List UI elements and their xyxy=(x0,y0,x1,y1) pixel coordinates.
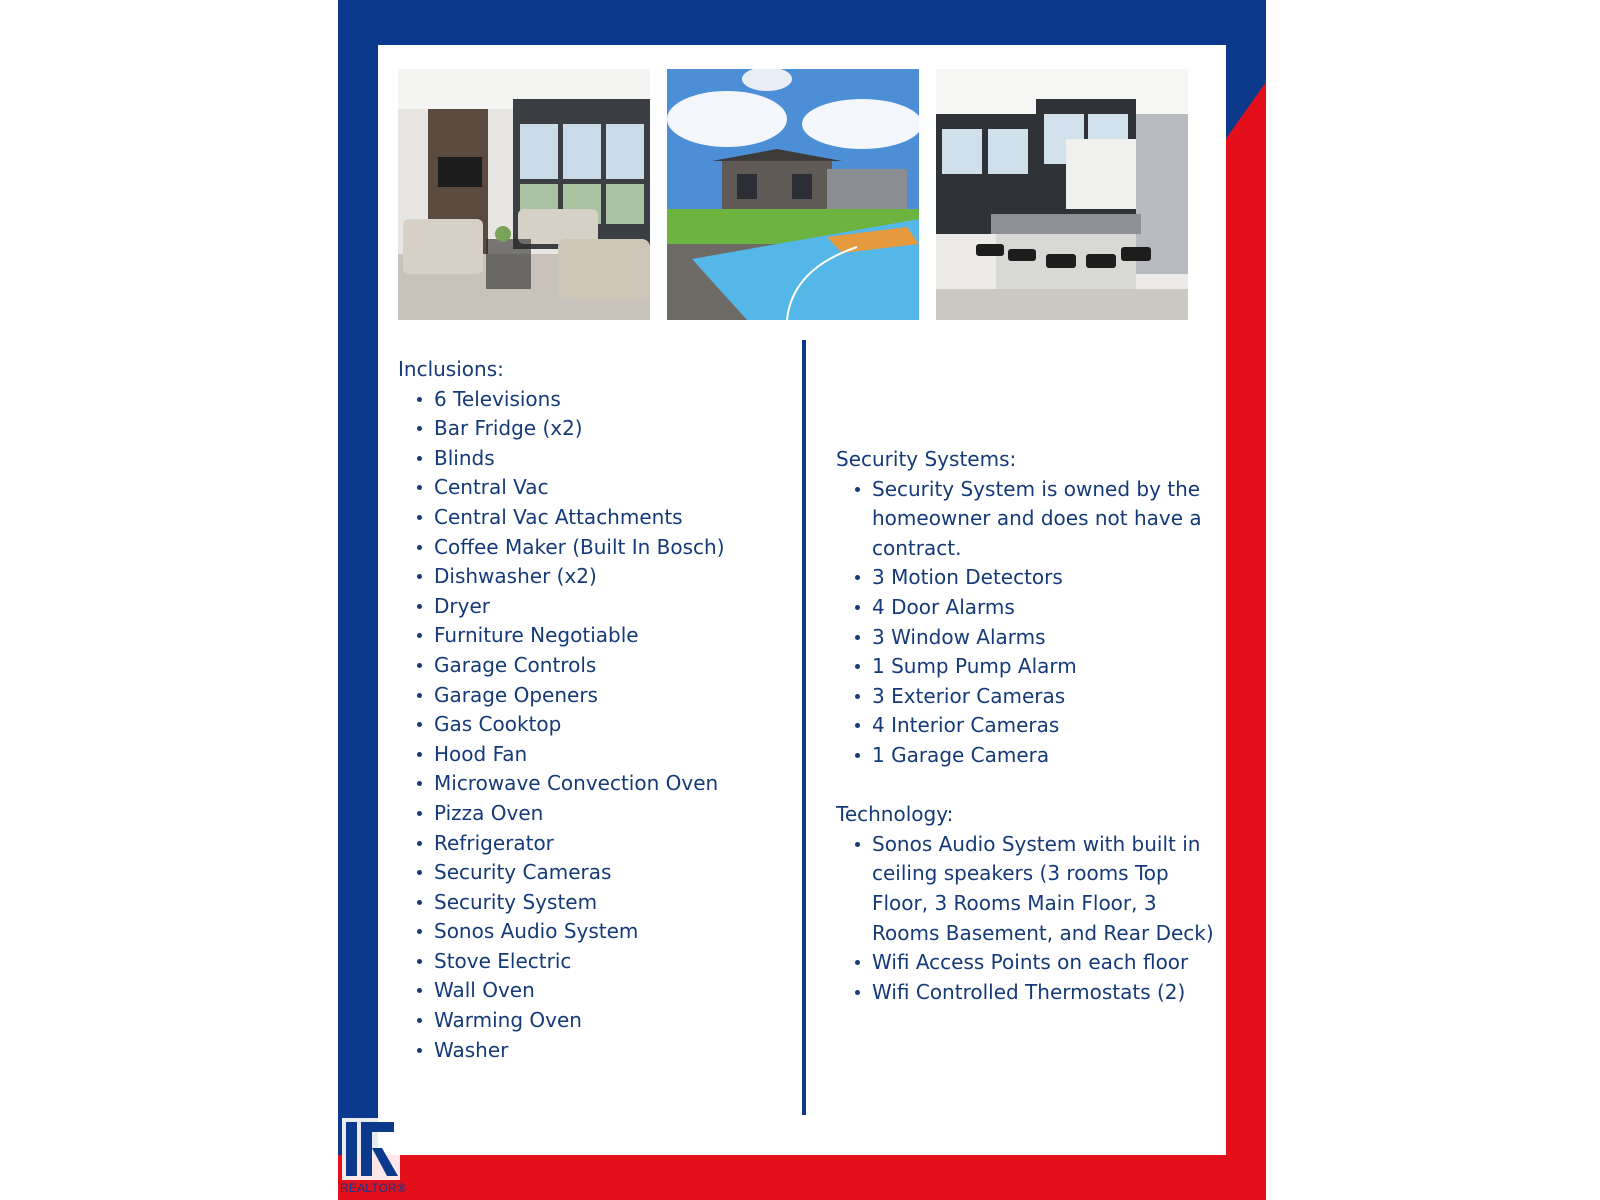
list-item: 6 Televisions xyxy=(434,385,788,415)
photo-backyard-court xyxy=(667,69,919,320)
list-item: Microwave Convection Oven xyxy=(434,769,788,799)
list-item: 3 Motion Detectors xyxy=(872,563,1216,593)
technology-section xyxy=(836,800,1216,1007)
list-item: Dishwasher (x2) xyxy=(434,562,788,592)
list-item: Security Cameras xyxy=(434,858,788,888)
list-item: 1 Sump Pump Alarm xyxy=(872,652,1216,682)
realtor-logo xyxy=(340,1118,407,1200)
inclusions-section xyxy=(398,355,788,1065)
list-item: Wifi Access Points on each floor xyxy=(872,948,1216,978)
list-item: Central Vac xyxy=(434,473,788,503)
realtor-wordmark: REALTOR® xyxy=(340,1181,407,1195)
list-item: Garage Openers xyxy=(434,681,788,711)
list-item: Hood Fan xyxy=(434,740,788,770)
list-item: 4 Interior Cameras xyxy=(872,711,1216,741)
list-item: Security System is owned by the homeowner and does not have a contract. xyxy=(872,475,1216,564)
list-item: 1 Garage Camera xyxy=(872,741,1216,771)
list-item: 3 Window Alarms xyxy=(872,623,1216,653)
list-item: Bar Fridge (x2) xyxy=(434,414,788,444)
inclusions-heading: Inclusions: xyxy=(398,357,504,381)
list-item: Furniture Negotiable xyxy=(434,621,788,651)
list-item: Sonos Audio System with built in ceiling speakers (3 rooms Top Floor, 3 Rooms Main Floor, 3 Rooms Basement, and Rear Deck) xyxy=(872,830,1216,948)
list-item: Coffee Maker (Built In Bosch) xyxy=(434,533,788,563)
list-item: Warming Oven xyxy=(434,1006,788,1036)
list-item: 3 Exterior Cameras xyxy=(872,682,1216,712)
content-card xyxy=(378,45,1226,1155)
right-column xyxy=(836,445,1216,1007)
photo-kitchen xyxy=(936,69,1188,320)
list-item: 4 Door Alarms xyxy=(872,593,1216,623)
list-item: Garage Controls xyxy=(434,651,788,681)
list-item: Wifi Controlled Thermostats (2) xyxy=(872,978,1216,1008)
flyer xyxy=(338,0,1266,1200)
list-item: Sonos Audio System xyxy=(434,917,788,947)
list-item: Security System xyxy=(434,888,788,918)
technology-list xyxy=(836,830,1216,1008)
photo-living-room xyxy=(398,69,650,320)
list-item: Dryer xyxy=(434,592,788,622)
list-item: Washer xyxy=(434,1036,788,1066)
list-item: Pizza Oven xyxy=(434,799,788,829)
security-heading: Security Systems: xyxy=(836,447,1017,471)
inclusions-list xyxy=(398,385,788,1066)
security-section xyxy=(836,445,1216,771)
realtor-r-icon xyxy=(342,1118,400,1180)
security-list xyxy=(836,475,1216,771)
column-divider xyxy=(802,340,806,1115)
list-item: Refrigerator xyxy=(434,829,788,859)
list-item: Stove Electric xyxy=(434,947,788,977)
list-item: Blinds xyxy=(434,444,788,474)
technology-heading: Technology: xyxy=(836,802,954,827)
list-item: Central Vac Attachments xyxy=(434,503,788,533)
list-item: Wall Oven xyxy=(434,976,788,1006)
list-item: Gas Cooktop xyxy=(434,710,788,740)
